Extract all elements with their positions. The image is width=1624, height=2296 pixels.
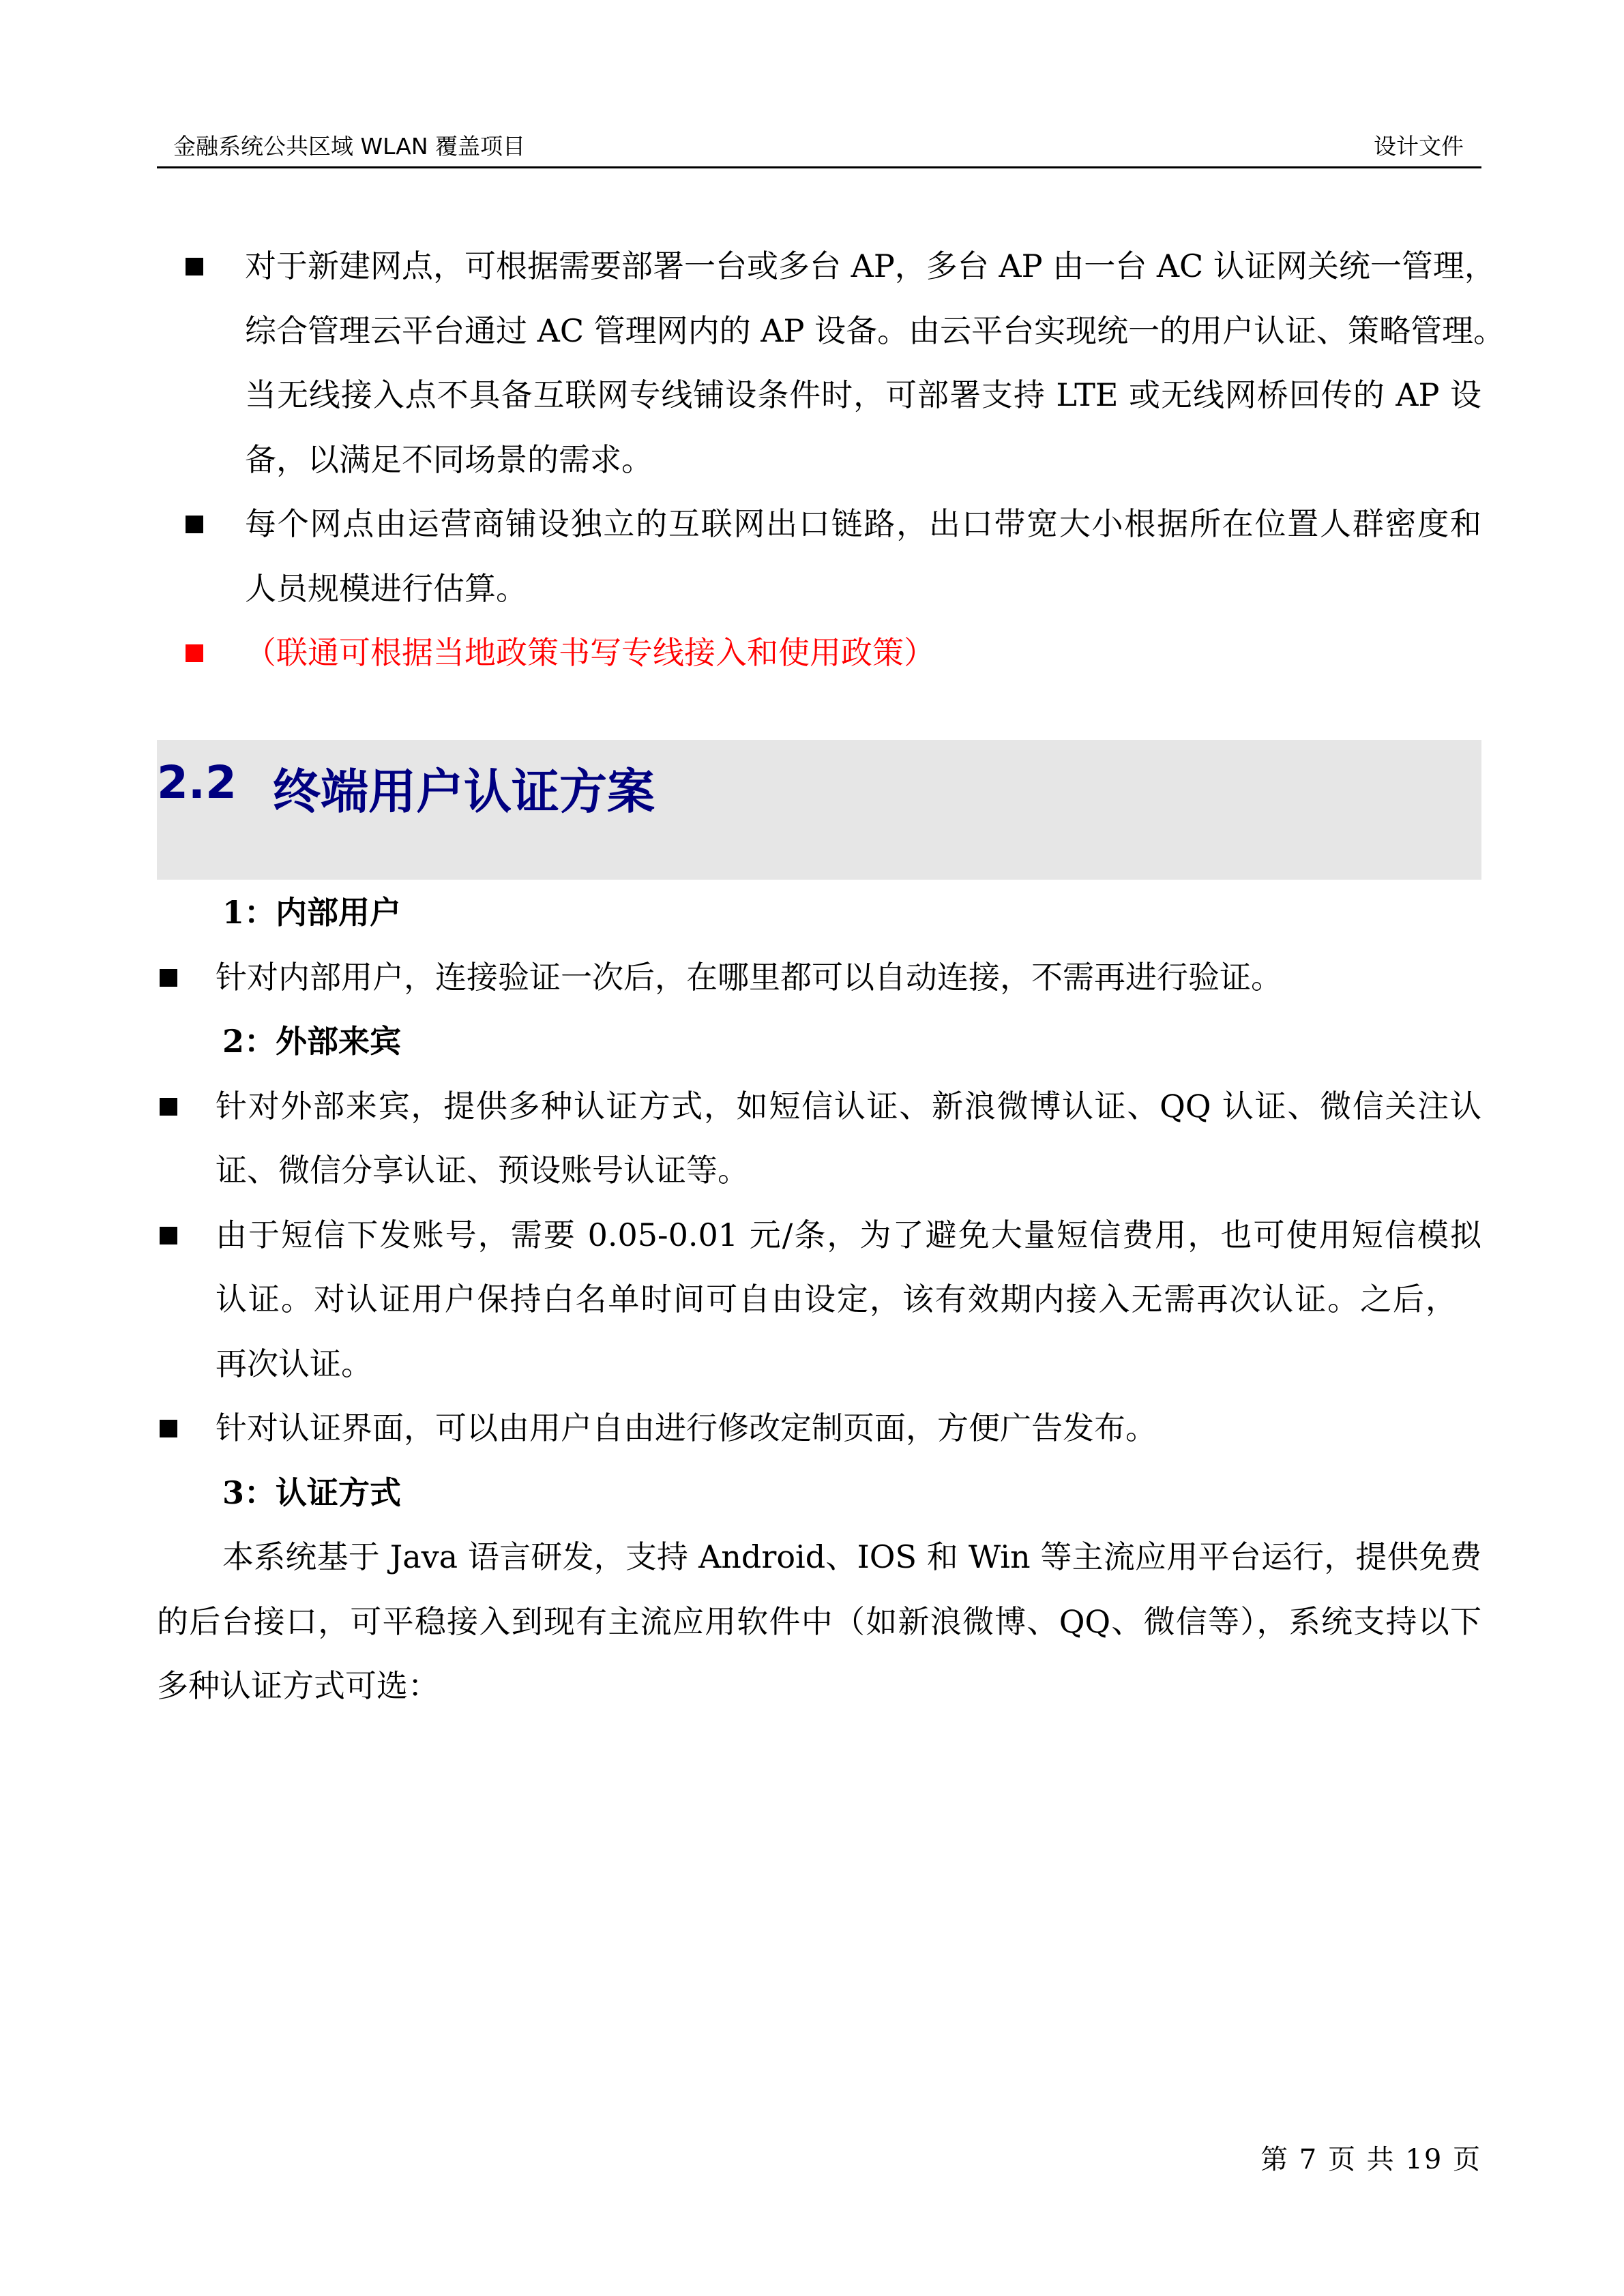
subheading-auth-methods: 3：认证方式 bbox=[222, 1474, 402, 1511]
bullet-square-icon bbox=[186, 516, 203, 533]
list-item bbox=[216, 1074, 1481, 1139]
text-line: 备，以满足不同场景的需求。 bbox=[245, 441, 653, 478]
text-line: 每个网点由运营商铺设独立的互联网出口链路，出口带宽大小根据所在位置人群密度和 bbox=[245, 505, 1481, 542]
header-doc-type: 设计文件 bbox=[1374, 133, 1464, 160]
text-line: 再次认证。 bbox=[216, 1345, 372, 1382]
page-header bbox=[157, 130, 1481, 168]
text-line: 由于短信下发账号，需要 0.05-0.01 元/条，为了避免大量短信费用，也可使用短信模拟 bbox=[216, 1216, 1481, 1253]
subheading-internal: 1：内部用户 bbox=[222, 894, 402, 931]
page-number: 第 7 页 共 19 页 bbox=[1260, 2144, 1481, 2175]
header-project-title: 金融系统公共区域 WLAN 覆盖项目 bbox=[173, 133, 526, 160]
text-line: 针对认证界面，可以由用户自由进行修改定制页面，方便广告发布。 bbox=[216, 1410, 1157, 1446]
bullet-square-icon bbox=[186, 258, 203, 275]
text-line: 当无线接入点不具备互联网专线铺设条件时，可部署支持 LTE 或无线网桥回传的 AP 设 bbox=[245, 376, 1481, 413]
text-line: 证、微信分享认证、预设账号认证等。 bbox=[216, 1152, 749, 1189]
text-line: 认证。对认证用户保持白名单时间可自由设定，该有效期内接入无需再次认证。之后， bbox=[216, 1281, 1457, 1317]
text-line: 针对外部来宾，提供多种认证方式，如短信认证、新浪微博认证、QQ 认证、微信关注认 bbox=[216, 1087, 1481, 1124]
bullet-square-icon bbox=[160, 969, 177, 987]
text-line: 本系统基于 Java 语言研发，支持 Android、IOS 和 Win 等主流应用平台运行，提供免费 bbox=[222, 1538, 1481, 1575]
section-title: 终端用户认证方案 bbox=[273, 763, 655, 820]
list-item bbox=[245, 492, 1481, 556]
auth-content bbox=[0, 880, 1624, 1718]
text-line: 人员规模进行估算。 bbox=[245, 569, 527, 607]
bullet-square-icon bbox=[160, 1098, 177, 1116]
text-line: （联通可根据当地政策书写专线接入和使用政策） bbox=[245, 634, 935, 671]
text-line: 的后台接口，可平稳接入到现有主流应用软件中（如新浪微博、QQ、微信等），系统支持以下 bbox=[157, 1602, 1481, 1640]
bullet-square-icon bbox=[160, 1420, 177, 1437]
bullet-square-icon bbox=[186, 644, 203, 662]
text-line: 综合管理云平台通过 AC 管理网内的 AP 设备。由云平台实现统一的用户认证、策略管理。 bbox=[245, 312, 1505, 349]
network-bullets bbox=[0, 234, 1624, 685]
text-line: 多种认证方式可选： bbox=[157, 1667, 439, 1704]
list-item bbox=[245, 234, 1496, 299]
list-item bbox=[216, 945, 1624, 1010]
text-line: 针对内部用户，连接验证一次后，在哪里都可以自动连接，不需再进行验证。 bbox=[216, 958, 1282, 996]
list-item-policy-note bbox=[245, 621, 1624, 685]
text-line: 对于新建网点，可根据需要部署一台或多台 AP，多台 AP 由一台 AC 认证网关统一管理， bbox=[245, 248, 1496, 284]
section-number: 2.2 bbox=[157, 756, 237, 809]
section-heading bbox=[157, 740, 1481, 880]
list-item bbox=[216, 1396, 1624, 1461]
bullet-square-icon bbox=[160, 1227, 177, 1244]
subheading-external: 2：外部来宾 bbox=[222, 1023, 402, 1060]
list-item bbox=[216, 1203, 1481, 1268]
